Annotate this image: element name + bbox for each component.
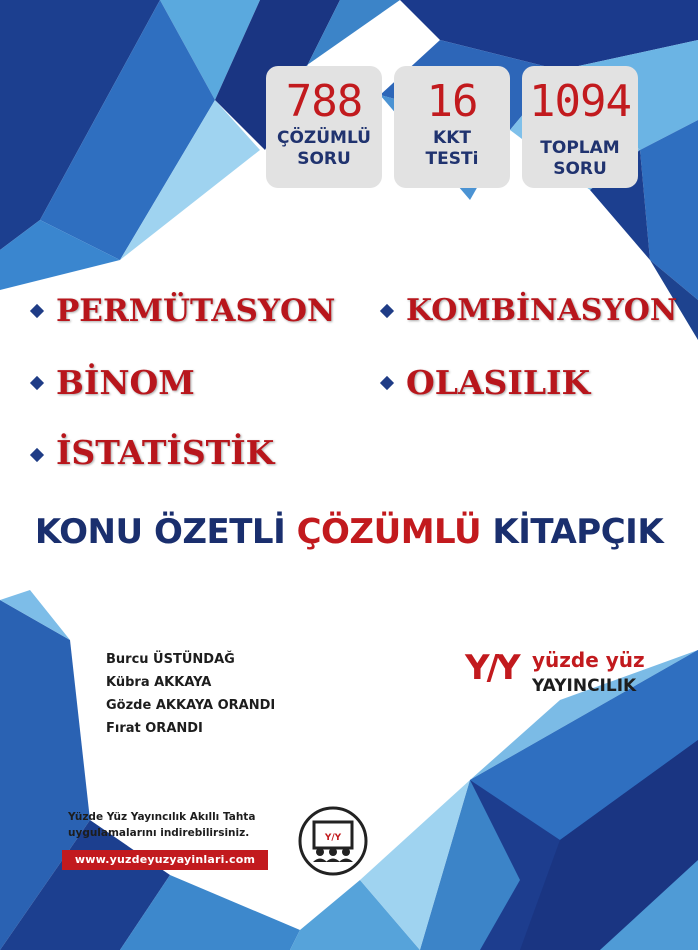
stat-box-kkt — [394, 66, 510, 188]
stat-box-solved — [266, 66, 382, 188]
website-link[interactable]: www.yuzdeyuzyayinlari.com — [62, 850, 268, 870]
stat-box-total — [522, 66, 638, 188]
stat-label-line1: ÇÖZÜMLÜ — [276, 128, 371, 148]
publisher-logo-mark: Y/Y — [465, 648, 518, 688]
topic-combination: KOMBİNASYON — [406, 293, 678, 328]
topic-probability: OLASILIK — [406, 363, 591, 402]
promo-text-line2: uygulamalarını indirebilirsiniz. — [68, 827, 250, 839]
stat-number: 1094 — [529, 76, 631, 127]
author-name: Kübra AKKAYA — [106, 675, 212, 690]
stat-label-line2: SORU — [553, 159, 607, 179]
stat-label-line2: TESTi — [425, 149, 479, 169]
stat-number: 16 — [426, 76, 478, 127]
smartboard-icon — [298, 806, 368, 876]
topic-binomial: BİNOM — [56, 363, 195, 402]
publisher-name-line2: YAYINCILIK — [532, 676, 637, 696]
headline-part2: ÇÖZÜMLÜ — [296, 512, 482, 552]
author-name: Burcu ÜSTÜNDAĞ — [106, 652, 235, 667]
stat-label-line2: SORU — [297, 149, 351, 169]
topic-statistics: İSTATİSTİK — [56, 433, 275, 472]
stat-label-line1: KKT — [433, 128, 471, 148]
author-name: Fırat ORANDI — [106, 721, 203, 736]
stat-label-line1: TOPLAM — [540, 138, 620, 158]
topic-permutation: PERMÜTASYON — [56, 293, 336, 329]
headline — [0, 510, 698, 554]
author-name: Gözde AKKAYA ORANDI — [106, 698, 276, 713]
headline-part1: KONU ÖZETLİ — [34, 512, 297, 552]
publisher-name-line1: yüzde yüz — [532, 648, 645, 672]
stat-number: 788 — [285, 76, 363, 127]
smartboard-icon-text: Y/Y — [324, 833, 342, 843]
promo-text-line1: Yüzde Yüz Yayıncılık Akıllı Tahta — [68, 811, 256, 823]
headline-part3: KİTAPÇIK — [481, 512, 664, 552]
